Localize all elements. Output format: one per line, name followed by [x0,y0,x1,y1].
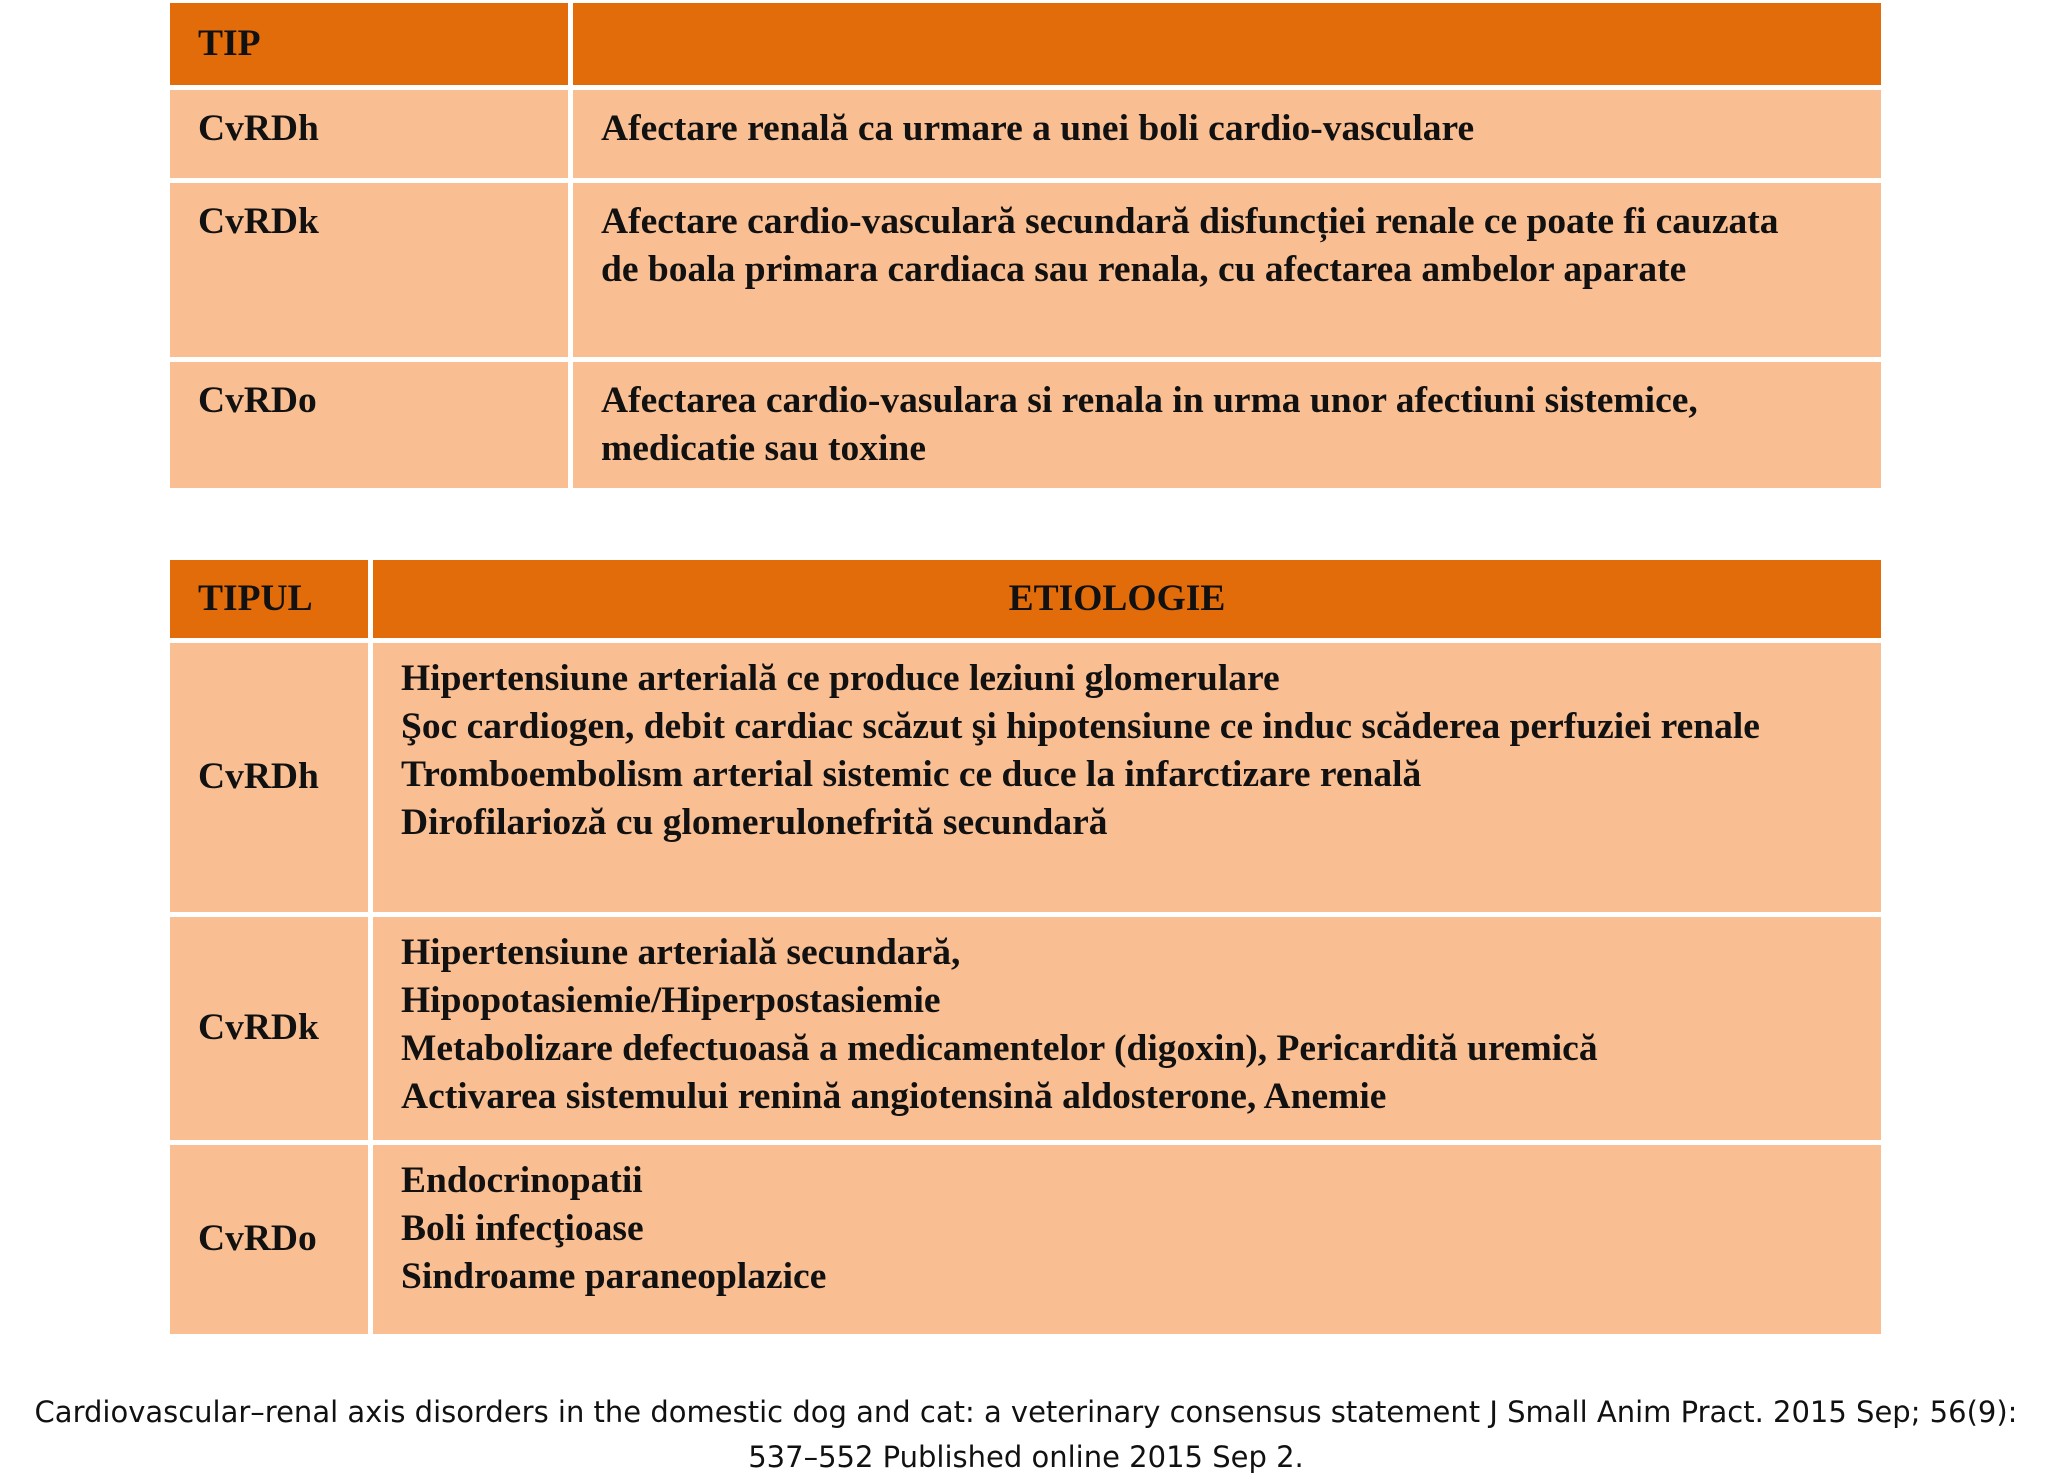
citation-line: 537–552 Published online 2015 Sep 2. [748,1440,1304,1474]
etiology-cell: Endocrinopatii Boli infecţioase Sindroame paraneoplazice [368,1145,1881,1334]
header-etiology: ETIOLOGIE [368,560,1881,643]
etiology-cell: Hipertensiune arterială secundară, Hipopotasiemie/Hiperpostasiemie Metabolizare defectuoasă a medicamentelor (digoxin), Pericardită uremică Activarea sistemului renină angiotensină aldosterone, Anemie [368,917,1881,1145]
table-row [170,183,1881,362]
type-cell: CvRDo [170,1145,368,1334]
header-description [568,3,1881,90]
type-cell: CvRDk [170,917,368,1145]
table-row [170,362,1881,488]
table-row [170,917,1881,1145]
table-header-row [170,560,1881,643]
description-cell: Afectarea cardio-vasulara si renala in urma unor afectiuni sistemice, medicatie sau toxine [568,362,1881,488]
table-row [170,90,1881,183]
type-cell: CvRDh [170,643,368,917]
etiology-cell: Hipertensiune arterială ce produce leziuni glomerulare Şoc cardiogen, debit cardiac scăzut şi hipotensiune ce induc scăderea perfuziei renale Tromboembolism arterial sistemic ce duce la infarctizare renală Dirofilarioză cu glomerulonefrită secundară [368,643,1881,917]
description-cell: Afectare renală ca urmare a unei boli cardio-vasculare [568,90,1881,183]
citation-line: Cardiovascular–renal axis disorders in the domestic dog and cat: a veterinary consensus statement J Small Anim Pract. 2015 Sep; 56(9): [34,1395,2018,1429]
table-header-row [170,3,1881,90]
type-cell: CvRDo [170,362,568,488]
type-definition-table [170,3,1881,488]
etiology-table [170,560,1881,1334]
type-cell: CvRDk [170,183,568,362]
table-row [170,643,1881,917]
header-type: TIP [170,3,568,90]
description-cell: Afectare cardio-vasculară secundară disfuncției renale ce poate fi cauzata de boala primara cardiaca sau renala, cu afectarea ambelor aparate [568,183,1881,362]
type-cell: CvRDh [170,90,568,183]
table-row [170,1145,1881,1334]
source-citation [0,1390,2052,1480]
header-type: TIPUL [170,560,368,643]
